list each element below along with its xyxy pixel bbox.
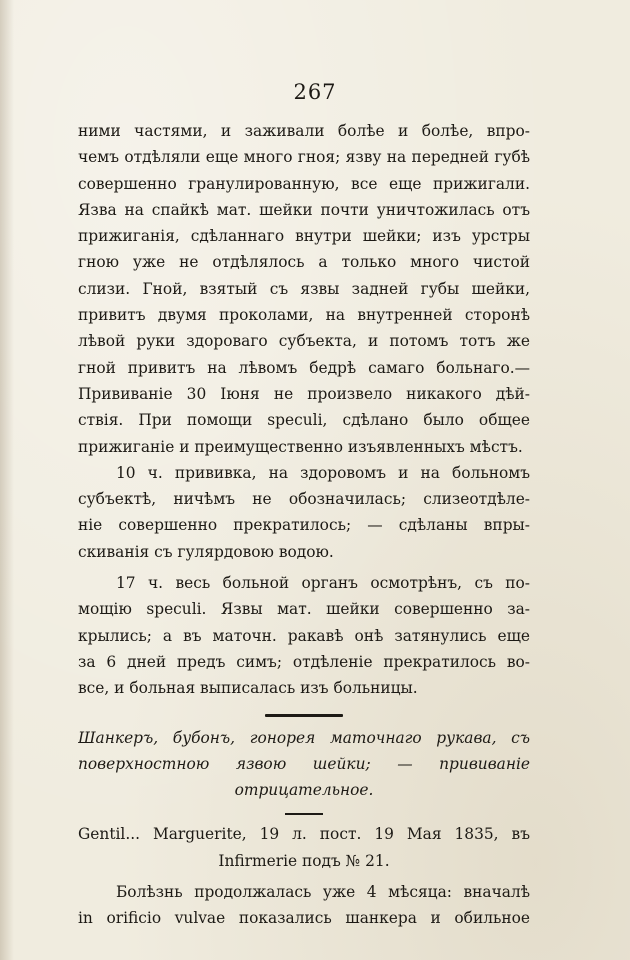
text-line: все, и больная выписалась изъ больницы. [78, 679, 418, 698]
text-line: прижиганія, сдѣланнаго внутри шейки; изъ урстры [78, 227, 530, 246]
text-line: прижиганіе и преимущественно изъявленныхъ мѣстъ. [78, 437, 523, 456]
case-line: Gentil... Marguerite, 19 л. пост. 19 Мая 1835, въ [78, 825, 530, 844]
text-line: Болѣзнь продолжалась уже 4 мѣсяца: вначалѣ [116, 883, 530, 902]
page-number: 267 [293, 80, 337, 104]
case-info [78, 821, 530, 874]
text-line: совершенно гранулированную, все еще прижигали. [78, 174, 530, 193]
text-line: 17 ч. весь больной органъ осмотрѣнъ, съ по- [116, 574, 530, 593]
text-line: привитъ двумя проколами, на внутренней сторонѣ [78, 306, 530, 325]
text-line: за 6 дней предъ симъ; отдѣленіе прекратилось во- [78, 652, 530, 671]
page-shadow [0, 0, 14, 960]
text-line: Прививаніе 30 Іюня не произвело никакого дѣй- [78, 384, 530, 403]
paragraph-3 [78, 570, 530, 701]
text-line: скиванія съ гулярдовою водою. [78, 542, 334, 561]
text-line: слизи. Гной, взятый съ язвы задней губы шейки, [78, 279, 530, 298]
page-text [78, 118, 530, 932]
heading-line: Шанкеръ, бубонъ, гонорея маточнаго рукава, съ [78, 728, 530, 747]
text-line: гной привитъ на лѣвомъ бедрѣ самаго больнаго.— [78, 358, 530, 377]
paragraph-2 [78, 460, 530, 565]
text-line: гною уже не отдѣлялось а только много чистой [78, 253, 530, 272]
text-line: субъектѣ, ничѣмъ не обозначилась; слизеотдѣле- [78, 490, 530, 509]
paragraph-1 [78, 118, 530, 460]
heading-line: отрицательное. [234, 781, 374, 800]
text-line: 10 ч. прививка, на здоровомъ и на больномъ [116, 463, 530, 482]
text-line: ствія. При помощи speculi, сдѣлано было общее [78, 411, 530, 430]
text-line: чемъ отдѣляли еще много гноя; язву на передней губѣ [78, 148, 530, 167]
case-line: Infirmerie подъ № 21. [218, 851, 390, 870]
heading-line: поверхностною язвою шейки; — прививаніе [78, 754, 530, 773]
heading-divider [285, 813, 323, 815]
text-line: in orificio vulvae показались шанкера и обильное [78, 909, 530, 928]
text-line: мощію speculi. Язвы мат. шейки совершенно за- [78, 600, 530, 619]
section-divider [265, 714, 343, 717]
text-line: ніе совершенно прекратилось; — сдѣланы впры- [78, 516, 530, 535]
text-line: Язва на спайкѣ мат. шейки почти уничтожилась отъ [78, 200, 530, 219]
paragraph-4 [78, 879, 530, 932]
text-line: крылись; а въ маточн. ракавѣ онѣ затянулись еще [78, 626, 530, 645]
case-heading [78, 725, 530, 804]
text-line: лѣвой руки здороваго субъекта, и потомъ тотъ же [78, 332, 530, 351]
text-line: ними частями, и заживали болѣе и болѣе, впро- [78, 122, 530, 140]
